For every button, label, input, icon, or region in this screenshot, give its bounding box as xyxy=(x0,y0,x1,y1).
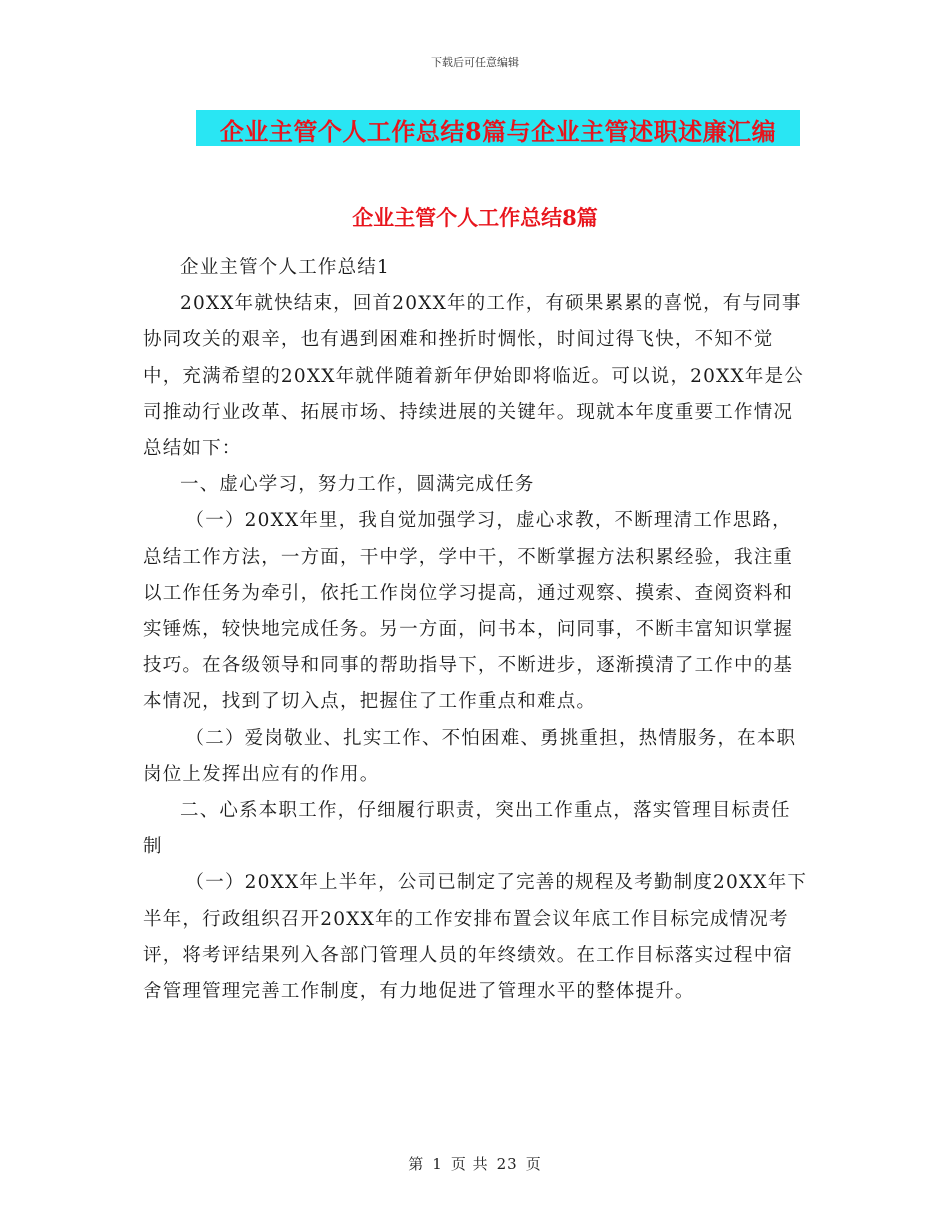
heading-part-1: 一、虚心学习，努力工作，圆满完成任务 xyxy=(180,474,535,496)
paragraph-2-1: （一）20XX年上半年，公司已制定了完善的规程及考勤制度20XX年下半年，行政组织召开20XX年的工作安排布置会议年底工作目标完成情况考评，将考评结果列入各部门管理人员的年终绩效。在工作目标落实过程中宿舍管理管理完善工作制度，有力地促进了管理水平的整体提升。 xyxy=(143,872,808,1003)
section-title: 企业主管个人工作总结8篇 xyxy=(352,205,598,230)
total-page-count: 23 xyxy=(496,1155,518,1173)
paragraph-1-1: （一）20XX年里，我自觉加强学习，虚心求教，不断理清工作思路，总结工作方法，一方面，干中学，学中干，不断掌握方法积累经验，我注重以工作任务为牵引，依托工作岗位学习提高，通过观察、摸索、查阅资料和实锤炼，较快地完成任务。另一方面，问书本，问同事，不断丰富知识掌握技巧。在各级领导和同事的帮助指导下，不断进步，逐渐摸清了工作中的基本情况，找到了切入点，把握住了工作重点和难点。 xyxy=(143,510,794,713)
footer-suffix: 页 xyxy=(525,1155,542,1173)
heading-part-2: 二、心系本职工作，仔细履行职责，突出工作重点，落实管理目标责任制 xyxy=(143,800,791,858)
header-note: 下载后可任意编辑 xyxy=(431,56,519,69)
document-body xyxy=(143,250,808,1010)
document-title: 企业主管个人工作总结8篇与企业主管述职述廉汇编 xyxy=(219,117,777,146)
page-footer xyxy=(0,1153,950,1174)
paragraph-intro: 20XX年就快结束，回首20XX年的工作，有硕果累累的喜悦，有与同事协同攻关的艰辛，也有遇到困难和挫折时惆怅，时间过得飞快，不知不觉中，充满希望的20XX年就伴随着新年伊始即将临近。可以说，20XX年是公司推动行业改革、拓展市场、持续进展的关键年。现就本年度重要工作情况总结如下： xyxy=(143,293,804,460)
footer-prefix: 第 xyxy=(408,1155,425,1173)
current-page-number: 1 xyxy=(432,1155,443,1173)
paragraph-1-2: （二）爱岗敬业、扎实工作、不怕困难、勇挑重担，热情服务，在本职岗位上发挥出应有的作用。 xyxy=(143,727,797,785)
footer-middle: 页 共 xyxy=(450,1155,489,1173)
subheading-summary-1: 企业主管个人工作总结1 xyxy=(180,257,390,278)
